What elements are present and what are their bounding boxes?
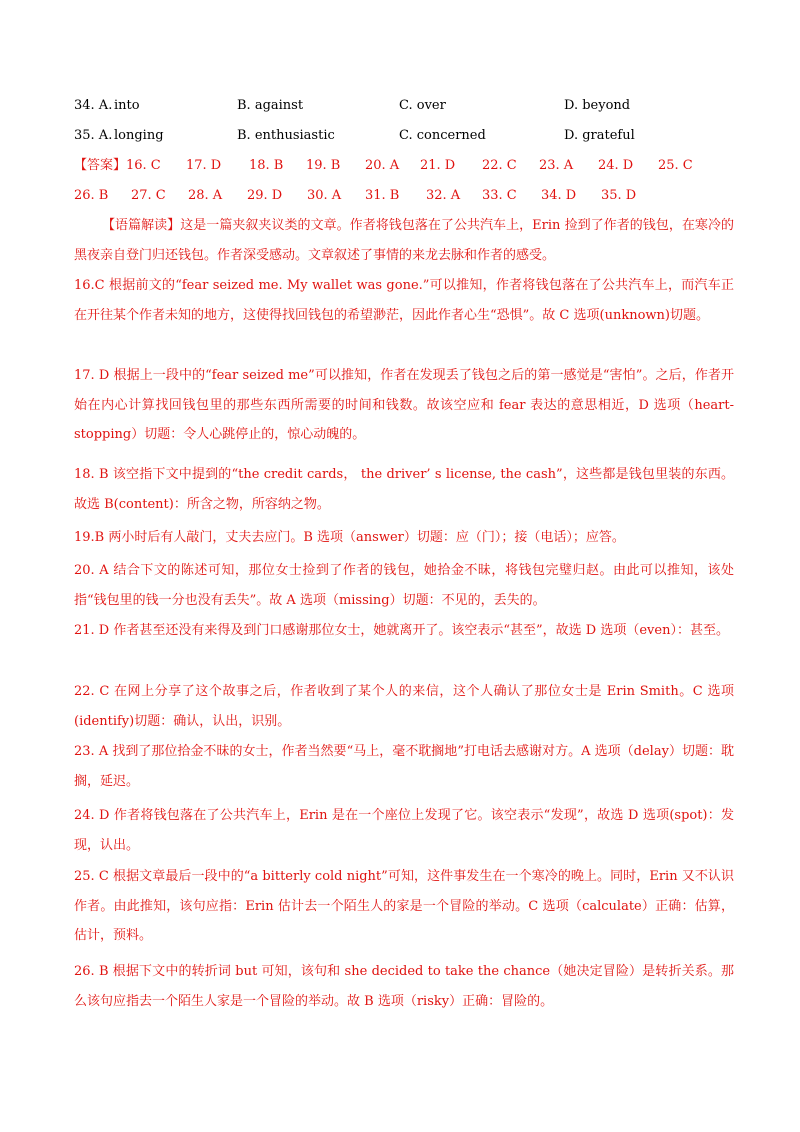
q34-num: 34. A. xyxy=(74,98,113,113)
answer-item: 21. D xyxy=(420,158,456,173)
answer-item: 26. B xyxy=(74,188,109,203)
explanation-21: 21. D 作者甚至还没有来得及到门口感谢那位女士，她就离开了。该空表示“甚至”，故选 D 选项（even）：甚至。 xyxy=(74,623,729,638)
q35-num: 35. A. xyxy=(74,128,113,143)
explanation-22: 22. C 在网上分享了这个故事之后，作者收到了某个人的来信，这个人确认了那位女士是 Erin Smith。C 选项(identify)切题：确认，认出，识别。 xyxy=(74,684,734,729)
answer-item: 27. C xyxy=(131,188,166,203)
explanation-24: 24. D 作者将钱包落在了公共汽车上，Erin 是在一个座位上发现了它。该空表示“发现”，故选 D 选项(spot)：发现，认出。 xyxy=(74,808,734,853)
answer-item: 35. D xyxy=(601,188,637,203)
answer-item: 28. A xyxy=(188,188,223,203)
answer-key-label: 【答案】16. C xyxy=(74,158,161,173)
answer-item: 31. B xyxy=(365,188,400,203)
explanation-25: 25. C 根据文章最后一段中的“a bitterly cold night”可知，这件事发生在一个寒冷的晚上。同时，Erin 又不认识作者。由此推知，该句应指：Erin 估计去一个陌生人的家是一个冒险的举动。C 选项（calculate）正确：估算，估计，预料。 xyxy=(74,869,734,943)
answer-item: 18. B xyxy=(249,158,284,173)
explanation-23: 23. A 找到了那位拾金不昧的女士，作者当然要“马上，毫不耽搁地”打电话去感谢对方。A 选项（delay）切题：耽搁，延迟。 xyxy=(74,744,734,789)
answer-item: 29. D xyxy=(247,188,283,203)
q34-option-b: B. against xyxy=(237,98,304,113)
explanation-26: 26. B 根据下文中的转折词 but 可知，该句和 she decided to take the chance（她决定冒险）是转折关系。那么该句应指去一个陌生人家是一个冒险的举动。故 B 选项（risky）正确：冒险的。 xyxy=(74,964,734,1009)
q34-option-a: into xyxy=(114,98,140,113)
answer-item: 20. A xyxy=(365,158,400,173)
answer-item: 33. C xyxy=(482,188,517,203)
answer-item: 25. C xyxy=(658,158,693,173)
answer-item: 17. D xyxy=(186,158,222,173)
q35-option-a: longing xyxy=(114,128,164,143)
explanation-17: 17. D 根据上一段中的“fear seized me”可以推知，作者在发现丢了钱包之后的第一感觉是“害怕”。之后，作者开始在内心计算找回钱包里的那些东西所需要的时间和钱数。故该空应和 fear 表达的意思相近，D 选项（heart-stopping）切题：令人心跳停止的，惊心动魄的。 xyxy=(74,368,734,442)
passage-summary: 【语篇解读】这是一篇夹叙夹议类的文章。作者将钱包落在了公共汽车上，Erin 捡到了作者的钱包，在寒冷的黑夜亲自登门归还钱包。作者深受感动。文章叙述了事情的来龙去脉和作者的感受。 xyxy=(74,218,734,263)
q35-option-b: B. enthusiastic xyxy=(237,128,335,143)
q35-option-d: D. grateful xyxy=(564,128,635,143)
q35-option-c: C. concerned xyxy=(399,128,486,143)
answer-item: 32. A xyxy=(426,188,461,203)
explanation-20: 20. A 结合下文的陈述可知，那位女士捡到了作者的钱包，她拾金不昧，将钱包完璧归赵。由此可以推知，该处指“钱包里的钱一分也没有丢失”。故 A 选项（missing）切题：不见的，丢失的。 xyxy=(74,563,734,608)
answer-item: 34. D xyxy=(541,188,577,203)
explanation-16: 16.C 根据前文的“fear seized me. My wallet was gone.”可以推知，作者将钱包落在了公共汽车上，而汽车正在开往某个作者未知的地方，这使得找回钱包的希望渺茫，因此作者心生“恐惧”。故 C 选项(unknown)切题。 xyxy=(74,278,734,323)
explanation-19: 19.B 两小时后有人敲门，丈夫去应门。B 选项（answer）切题：应（门）；接（电话）；应答。 xyxy=(74,530,625,545)
answer-item: 23. A xyxy=(539,158,574,173)
answer-item: 22. C xyxy=(482,158,517,173)
answer-item: 24. D xyxy=(598,158,634,173)
q34-option-c: C. over xyxy=(399,98,446,113)
answer-item: 19. B xyxy=(306,158,341,173)
answer-item: 30. A xyxy=(307,188,342,203)
explanation-18: 18. B 该空指下文中提到的“the credit cards， the driver’ s license, the cash”，这些都是钱包里装的东西。故选 B(content)：所含之物，所容纳之物。 xyxy=(74,467,734,512)
q34-option-d: D. beyond xyxy=(564,98,631,113)
